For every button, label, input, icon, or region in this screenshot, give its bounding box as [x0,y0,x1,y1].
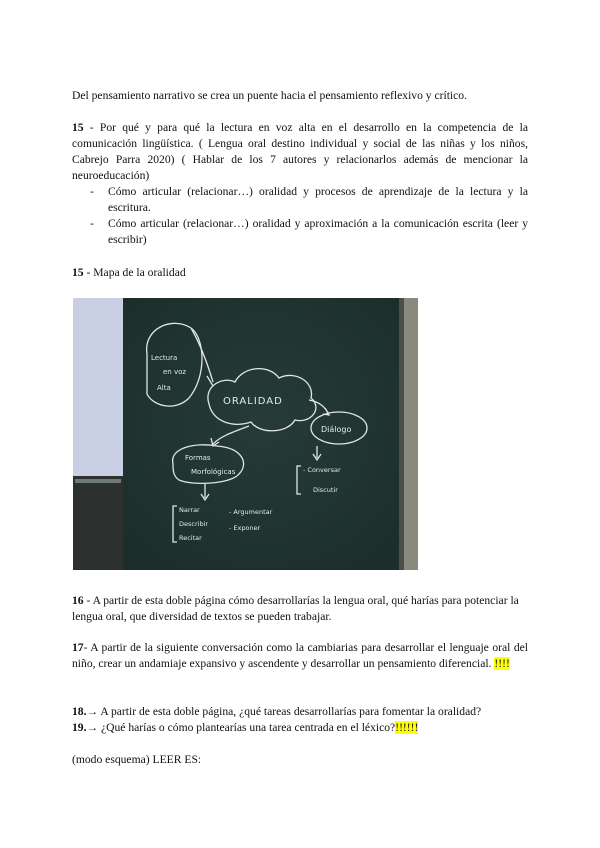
highlight-mark: !!!! [494,657,510,670]
chalk-lectura: Lectura [151,354,178,362]
question-15-paragraph [72,120,528,184]
reading-scheme-line: (modo esquema) LEER ES: [72,753,202,766]
narrative-thought-line: Del pensamiento narrativo se crea un puente hacia el pensamiento reflexivo y crítico. [72,89,467,102]
chalk-recitar: Recitar [179,534,202,542]
question-15-bullet-list [90,184,528,248]
chalk-discutir: Discutir [313,486,338,494]
bullet-dash: - [90,217,94,230]
bullet-text: Cómo articular (relacionar…) oralidad y aproximación a la comunicación escrita (leer y escribir) [108,217,528,246]
question-number: 17 [72,641,84,654]
chalk-exponer: - Exponer [229,524,261,532]
list-item [90,184,528,215]
question-17-paragraph [72,640,528,672]
chalk-oralidad: ORALIDAD [223,396,283,407]
chalk-en-voz: en voz [163,368,187,376]
highlight-mark: !!!!!! [395,721,419,734]
question-18-paragraph [72,704,528,720]
orality-map-heading [72,265,528,281]
blackboard-photo [73,298,418,570]
question-19-paragraph [72,720,528,736]
chalk-describir: Describir [179,520,209,528]
question-16-paragraph [72,593,528,625]
question-number: 18. [72,705,87,718]
question-text: - Por qué y para qué la lectura en voz alta en el desarrollo en la competencia de la comunicación lingüística. ( Lengua oral destino individual y social de las niñas y los niños, Cabrejo Parra 2020) ( Hablar de los 7 autores y relacionarlos además de mencionar la neuroeducación) [72,121,528,182]
chalk-formas: Formas [185,454,211,462]
question-text: → A partir de esta doble página, ¿qué tareas desarrollarías para fomentar la oralidad? [86,705,482,718]
question-number: 19. [72,721,87,734]
chalk-narrar: Narrar [179,506,200,514]
question-text: - A partir de la siguiente conversación como la cambiarias para desarrollar el lenguaje oral del niño, crear un andamiaje expansivo y ascendente y desarrollar un pensamiento diferencial. [72,641,528,670]
chalk-morfologicas: Morfológicas [191,468,236,476]
question-text: - A partir de esta doble página cómo desarrollarías la lengua oral, qué harías para potenciar la lengua oral, que diversidad de textos se pueden trabajar. [72,594,519,623]
question-number: 15 [72,266,84,279]
chalk-conversar: - Conversar [303,466,341,474]
projector-screen [73,298,123,476]
question-text: - Mapa de la oralidad [83,266,186,279]
question-text: → ¿Qué harías o cómo plantearías una tarea centrada en el léxico? [86,721,396,734]
list-item [90,216,528,247]
chalk-alta: Alta [157,384,171,392]
bullet-text: Cómo articular (relacionar…) oralidad y procesos de aprendizaje de la lectura y la escritura. [108,185,528,214]
chalk-argumentar: - Argumentar [229,508,273,516]
question-number: 15 [72,121,84,134]
question-number: 16 [72,594,84,607]
bullet-dash: - [90,185,94,198]
chalk-dialogo: Diálogo [321,425,352,434]
